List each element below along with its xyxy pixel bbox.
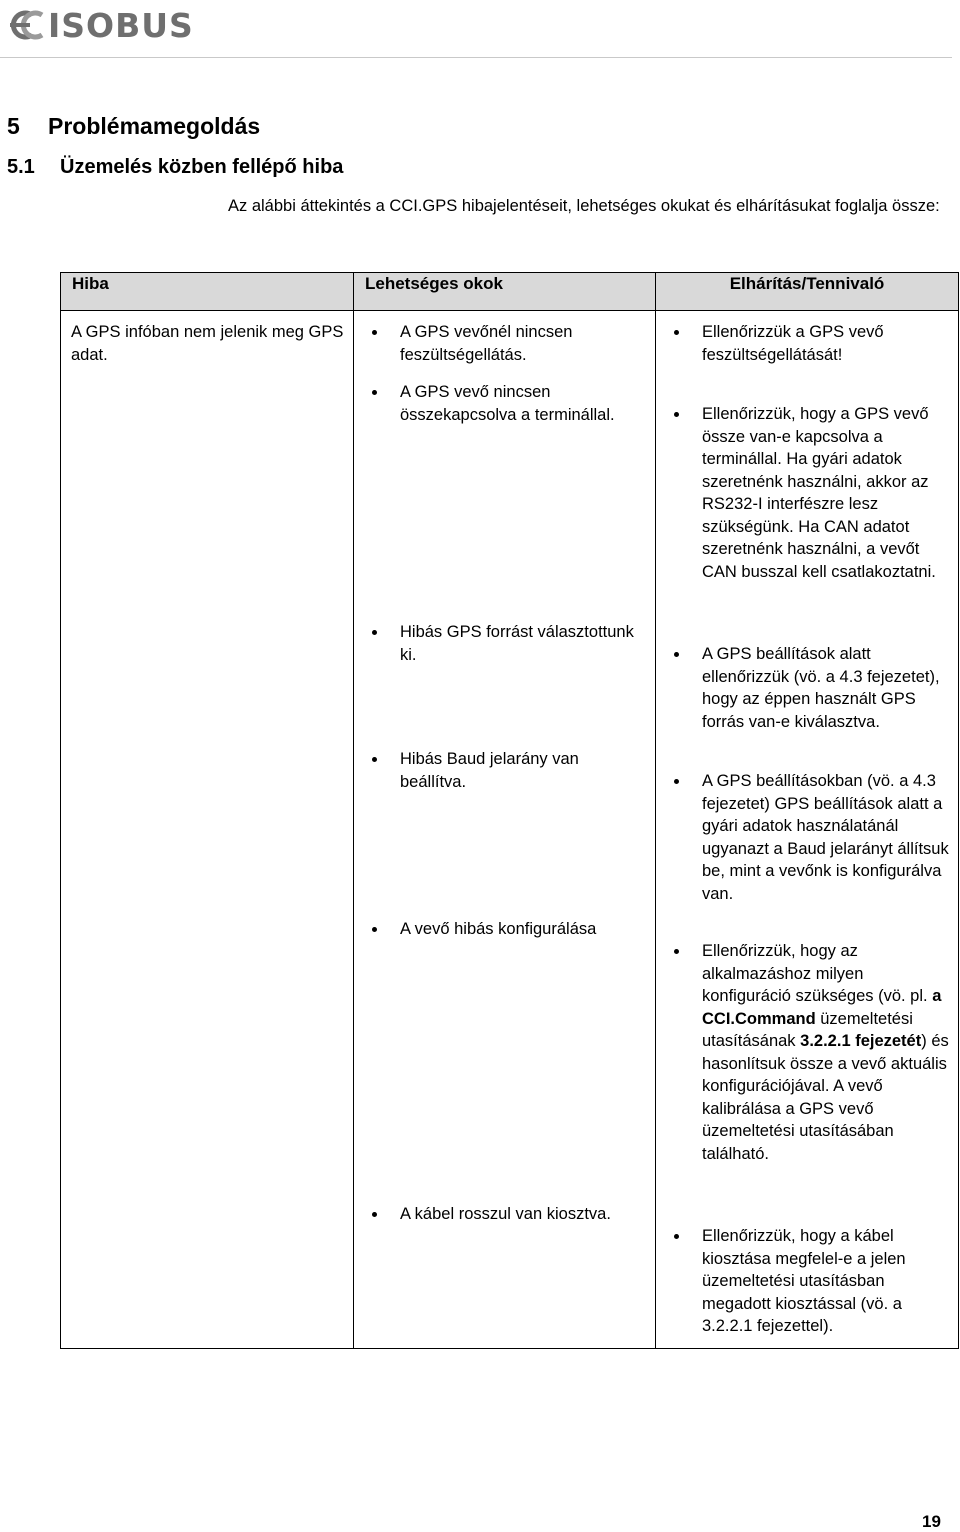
table-header-row [61, 273, 959, 311]
page-number: 19 [922, 1512, 941, 1531]
remedy-item [666, 940, 950, 1225]
remedy-bold-reference: a CCI.Command [702, 987, 942, 1028]
chapter-title: Problémamegoldás [48, 113, 261, 139]
section-number: 5.1 [7, 156, 35, 178]
remedy-text: Ellenőrizzük, hogy az alkalmazáshoz milyen konfiguráció szükséges (vö. pl. [702, 942, 933, 1005]
troubleshooting-table [60, 272, 959, 1349]
header-logo [10, 4, 194, 46]
cause-item: Hibás Baud jelarány van beállítva. [364, 748, 647, 918]
chapter-heading [7, 113, 260, 140]
causes-list [364, 321, 647, 1226]
section-heading [7, 156, 343, 179]
error-text: A GPS infóban nem jelenik meg GPS adat. [71, 323, 344, 364]
remedy-text: üzemeltetési utasításának [702, 1009, 913, 1050]
remedy-item: A GPS beállítások alatt ellenőrizzük (vö. a 4.3 fejezetet), hogy az éppen használt GPS forrás van-e kiválasztva. [666, 643, 950, 770]
remedy-item: Ellenőrizzük a GPS vevő feszültségellátását! [666, 321, 950, 403]
section-title: Üzemelés közben fellépő hiba [60, 156, 344, 178]
remedy-item: Ellenőrizzük, hogy a GPS vevő össze van-e kapcsolva a terminállal. Ha gyári adatok szeretnénk használni, akkor az RS232-I interfészre lesz szükségünk. Ha CAN adatot szeretnénk használni, a vevőt CAN busszal kell csatlakoztatni. [666, 403, 950, 643]
header-remedies: Elhárítás/Tennivaló [656, 273, 959, 311]
cause-item: A GPS vevőnél nincsen feszültségellátás. [364, 321, 647, 381]
remedies-cell [656, 311, 959, 1349]
header-causes: Lehetséges okok [354, 273, 656, 311]
header-divider [0, 57, 952, 58]
cause-item: A GPS vevő nincsen összekapcsolva a terminállal. [364, 381, 647, 621]
cause-item: A vevő hibás konfigurálása [364, 918, 647, 1203]
remedies-list [666, 321, 950, 1338]
remedy-item: Ellenőrizzük, hogy a kábel kiosztása megfelel-e a jelen üzemeltetési utasításban megadott kiosztással (vö. a 3.2.2.1 fejezettel). [666, 1225, 950, 1338]
chapter-number: 5 [7, 113, 20, 139]
remedy-text: ) és hasonlítsuk össze a vevő aktuális konfigurációjával. A vevő kalibrálása a GPS vevő üzemeltetési utasításában található. [702, 1032, 949, 1163]
error-cell [61, 311, 354, 1349]
remedy-bold-chapter: 3.2.2.1 fejezetét [800, 1032, 922, 1050]
logo-text: ISOBUS [48, 5, 194, 45]
cause-item: A kábel rosszul van kiosztva. [364, 1203, 647, 1226]
causes-cell [354, 311, 656, 1349]
remedy-item: A GPS beállításokban (vö. a 4.3 fejezetet) GPS beállítások alatt a gyári adatok használatánál ugyanazt a Baud jelarányt állítsuk be, mint a vevőnk is konfigurálva van. [666, 770, 950, 940]
header-error: Hiba [61, 273, 354, 311]
table-row [61, 311, 959, 1349]
cause-item: Hibás GPS forrást választottunk ki. [364, 621, 647, 748]
cci-logo-icon [10, 7, 46, 43]
intro-paragraph: Az alábbi áttekintés a CCI.GPS hibajelentéseit, lehetséges okukat és elhárításukat foglalja össze: [228, 197, 940, 215]
